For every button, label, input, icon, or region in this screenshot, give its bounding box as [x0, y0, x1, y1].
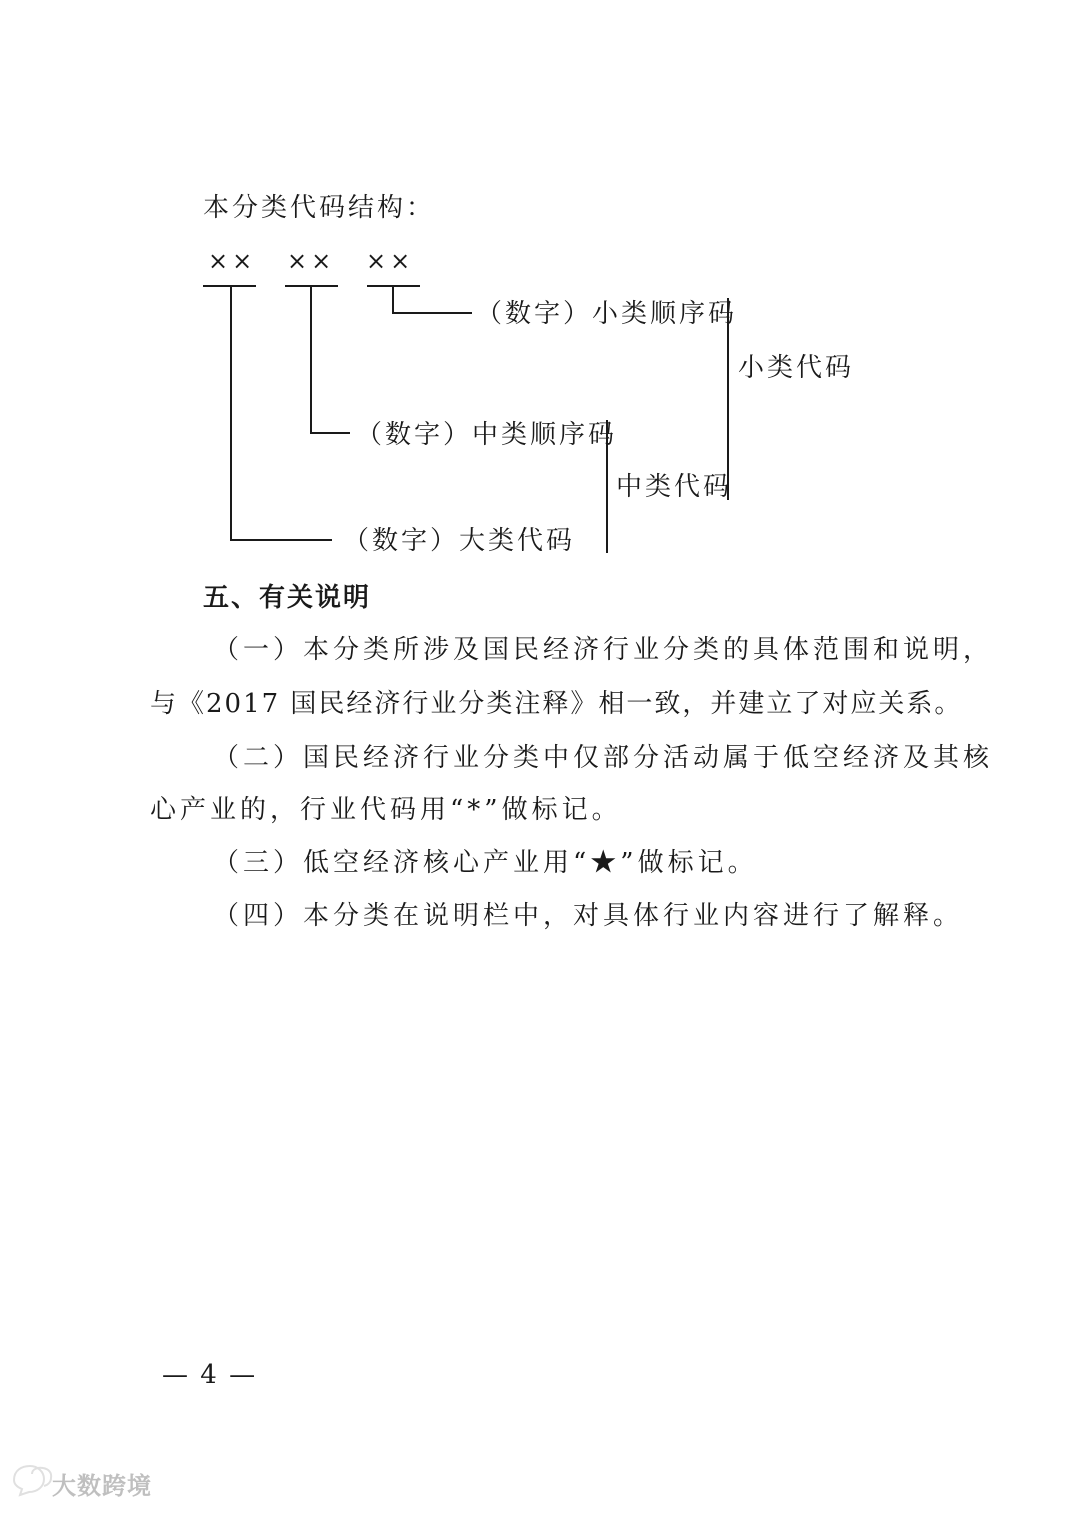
paragraph-2-line-1: （二）国民经济行业分类中仅部分活动属于低空经济及其核: [213, 743, 994, 773]
label-major-code: （数字）大类代码: [343, 526, 576, 556]
paragraph-1-line-1: （一）本分类所涉及国民经济行业分类的具体范围和说明，: [213, 635, 994, 665]
section-heading: 五、有关说明: [203, 583, 372, 613]
code-placeholder-middle: ××: [287, 247, 336, 275]
code-placeholder-minor: ××: [366, 247, 415, 275]
page-number: — 4 —: [162, 1360, 258, 1390]
watermark-text: 大数跨境: [52, 1472, 152, 1500]
paragraph-1-line-2: 与《2017 国民经济行业分类注释》相一致，并建立了对应关系。: [150, 689, 963, 719]
paragraph-3: （三）低空经济核心产业用“★”做标记。: [213, 848, 758, 878]
label-small-sequence-code: （数字）小类顺序码: [476, 299, 738, 329]
paragraph-2-line-2: 心产业的，行业代码用“*”做标记。: [150, 795, 622, 825]
label-middle-sequence-code: （数字）中类顺序码: [356, 420, 618, 450]
paragraph-4: （四）本分类在说明栏中，对具体行业内容进行了解释。: [213, 901, 964, 931]
connector-small-seq: [393, 286, 472, 313]
label-small-code: 小类代码: [738, 353, 855, 383]
label-middle-code: 中类代码: [616, 472, 733, 502]
code-structure-title: 本分类代码结构：: [203, 193, 436, 223]
connector-mid-seq: [311, 286, 350, 433]
code-placeholder-major: ××: [208, 247, 257, 275]
connector-big-code: [231, 286, 332, 540]
